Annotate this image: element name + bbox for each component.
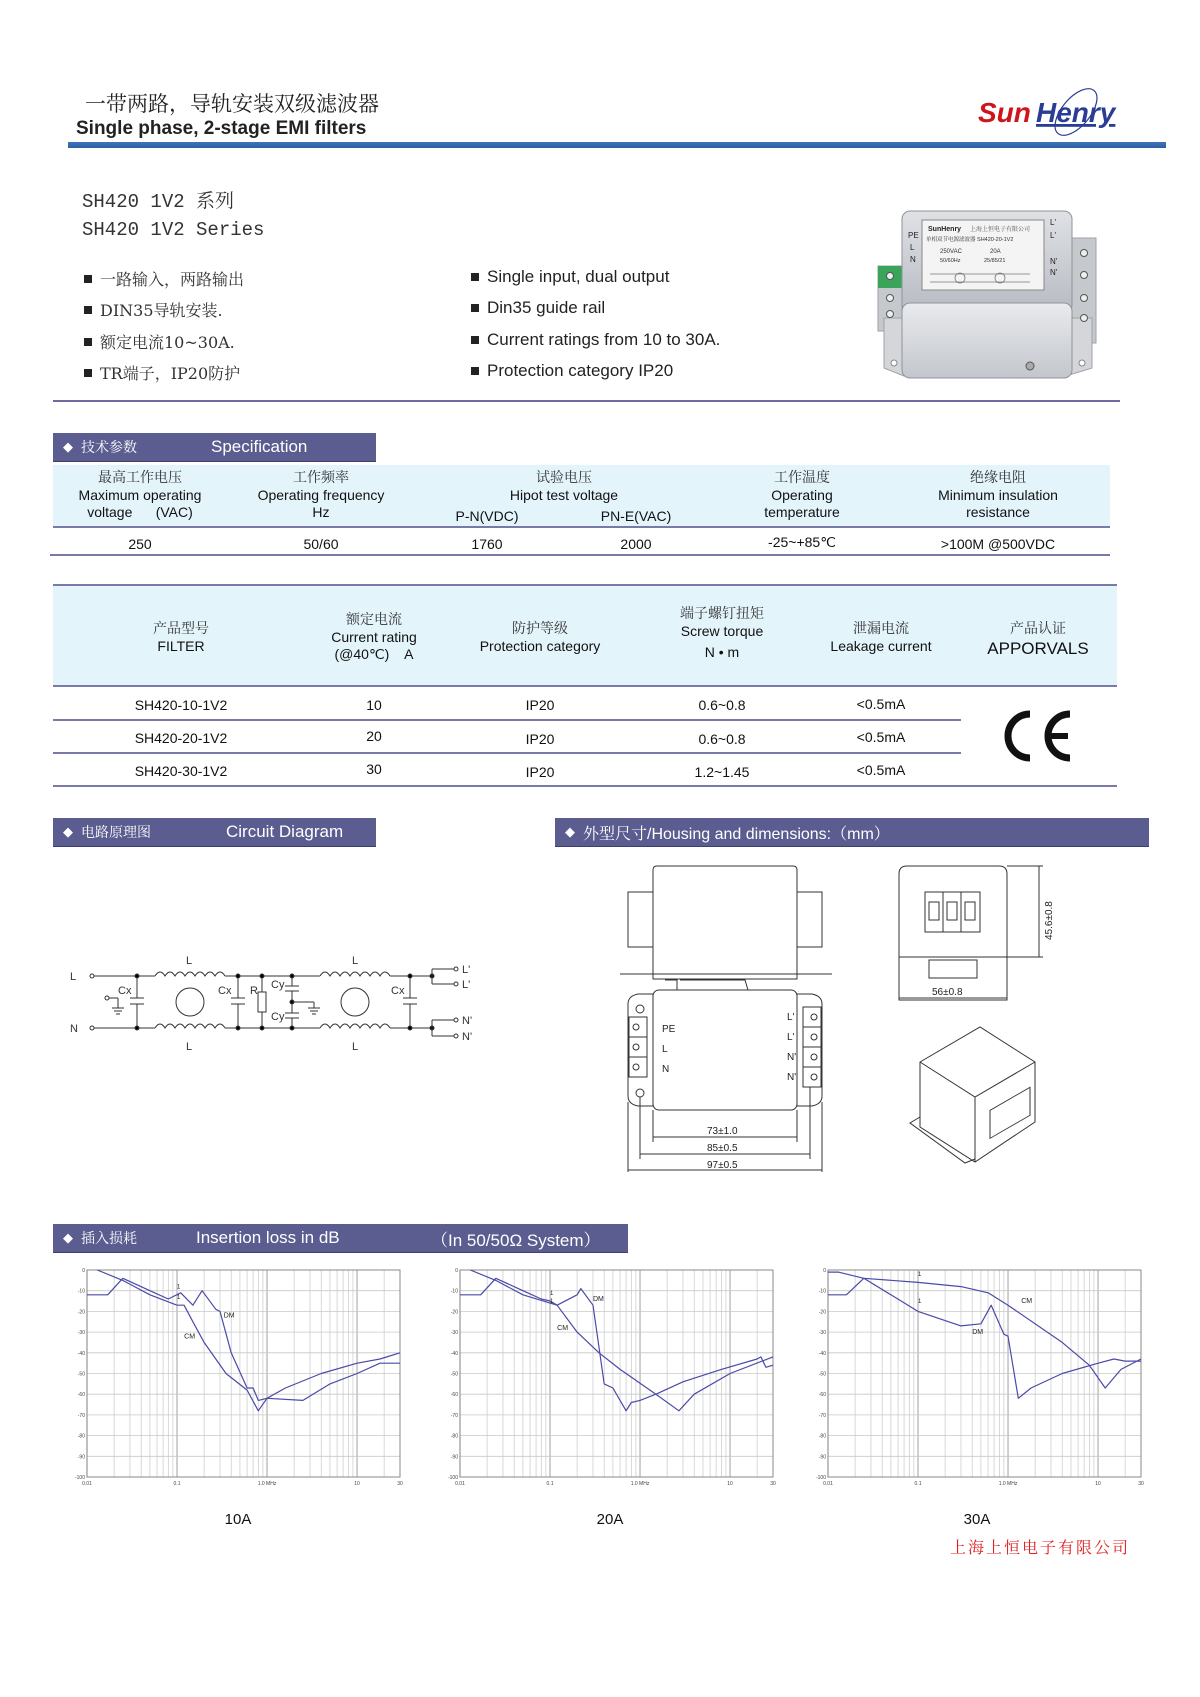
feature-en-2: Din35 guide rail [471, 298, 605, 318]
chart-annotation: CM [557, 1325, 569, 1333]
y-tick-label: -10 [77, 1288, 85, 1295]
y-tick-label: -70 [450, 1412, 458, 1419]
y-tick-label: -80 [77, 1433, 85, 1440]
housing-section-header [555, 818, 1149, 847]
spec-value-frequency: 50/60 [303, 536, 339, 552]
circuit-diagram [60, 950, 490, 1060]
product-col-filter: 产品型号 FILTER [153, 621, 209, 654]
y-tick-label: -50 [450, 1371, 458, 1378]
sunhenry-logo [976, 86, 1136, 138]
x-tick-label: 0.1 [173, 1481, 181, 1487]
chart-annotation: DM [972, 1329, 984, 1337]
product-header-line [53, 685, 1117, 687]
dim-45: 45.6±0.8 [1044, 901, 1055, 940]
chart-title-30a: 30A [963, 1511, 991, 1528]
y-tick-label: -70 [818, 1412, 826, 1419]
circuit-label-cy2: Cy [271, 1011, 285, 1023]
row2-torque: 0.6~0.8 [698, 731, 746, 747]
circuit-title-en: Circuit Diagram [226, 822, 344, 841]
feature-en-1: Single input, dual output [471, 267, 669, 287]
plan-term-l1: L' [787, 1012, 795, 1023]
y-tick-label: 0 [823, 1268, 826, 1274]
y-tick-label: -60 [818, 1392, 826, 1399]
chart-annotation: 1 [177, 1294, 181, 1301]
y-tick-label: -60 [450, 1392, 458, 1399]
row3-current: 30 [366, 761, 382, 777]
chart-annotation: 1 [918, 1272, 922, 1279]
dim-97: 97±0.5 [707, 1160, 738, 1171]
x-tick-label: 30 [770, 1481, 776, 1487]
insertion-chart-30a [811, 1262, 1156, 1494]
y-tick-label: 0 [82, 1268, 85, 1274]
circuit-label-nout2: N' [462, 1031, 473, 1043]
chart-annotation: CM [184, 1333, 196, 1341]
plan-term-l: L [662, 1044, 668, 1055]
y-tick-label: -90 [77, 1454, 85, 1461]
y-tick-label: -20 [77, 1309, 85, 1316]
row1-protection: IP20 [525, 697, 555, 713]
series-cm-line [97, 1270, 400, 1411]
spec-value-temperature: -25~+85℃ [768, 534, 836, 550]
x-tick-label: 0.01 [82, 1481, 92, 1487]
photo-voltage: 250VAC [940, 249, 962, 255]
diamond-icon: ◆ [63, 824, 73, 839]
row2-line [53, 752, 961, 754]
x-tick-label: 0.1 [914, 1481, 922, 1487]
chart-annotation: 1 [550, 1290, 554, 1297]
circuit-label-inductor-3: L [186, 1041, 193, 1053]
x-tick-label: 10 [354, 1481, 360, 1487]
spec-col-insulation: 绝缘电阻 Minimum insulation resistance [938, 470, 1058, 520]
circuit-label-inductor-4: L [352, 1041, 359, 1053]
circuit-label-cx2: Cx [218, 985, 232, 997]
logo-henry: Henry [1036, 97, 1116, 128]
y-tick-label: -100 [815, 1475, 826, 1481]
plan-term-n1: N' [787, 1052, 797, 1063]
circuit-label-lout1: L' [462, 964, 471, 976]
spec-col-temperature: 工作温度 Operating temperature [764, 470, 840, 520]
circuit-label-inductor-2: L [352, 955, 359, 967]
x-tick-label: 0.01 [823, 1481, 833, 1487]
insertion-title-system: （In 50/50Ω System） [431, 1230, 601, 1250]
circuit-label-nout1: N' [462, 1015, 473, 1027]
y-tick-label: -100 [74, 1475, 85, 1481]
photo-freq: 50/60Hz [940, 258, 961, 264]
x-tick-label: 30 [1138, 1481, 1144, 1487]
feature-cn-4: TR端子，IP20防护 [84, 361, 240, 384]
spec-value-insulation: >100M @500VDC [940, 536, 1056, 552]
y-tick-label: -20 [818, 1309, 826, 1316]
spec-section-header [53, 433, 376, 462]
plan-term-pe: PE [662, 1024, 676, 1035]
photo-term-l: L [910, 243, 915, 252]
dim-85: 85±0.5 [707, 1143, 738, 1154]
y-tick-label: -90 [450, 1454, 458, 1461]
spec-title-cn: 技术参数 [81, 440, 137, 456]
circuit-label-r: R [250, 985, 258, 997]
diamond-icon: ◆ [63, 439, 73, 454]
chart-annotation: DM [592, 1296, 604, 1304]
row1-leakage: <0.5mA [856, 696, 906, 712]
x-tick-label: 30 [397, 1481, 403, 1487]
spec-col-voltage: 最高工作电压 Maximum operating voltage (VAC) [78, 470, 202, 520]
x-tick-label: 10 [1095, 1481, 1101, 1487]
spec-col-hipot-pn: P-N(VDC) [455, 508, 519, 524]
row1-torque: 0.6~0.8 [698, 697, 746, 713]
row2-leakage: <0.5mA [856, 729, 906, 745]
dim-56: 56±0.8 [932, 987, 963, 998]
y-tick-label: -80 [450, 1433, 458, 1440]
series-cn: SH420 1V2 系列 [82, 191, 235, 213]
insertion-chart-20a [443, 1262, 788, 1494]
circuit-section-header [53, 818, 376, 847]
spec-value-pne: 2000 [620, 536, 652, 552]
housing-title: 外型尺寸/Housing and dimensions:（mm） [583, 825, 890, 843]
diamond-icon: ◆ [63, 1230, 73, 1245]
photo-term-n2: N' [1050, 268, 1058, 277]
row1-current: 10 [366, 697, 382, 713]
logo-sun: Sun [978, 97, 1031, 128]
product-table-bottom-line [53, 785, 1117, 787]
product-col-torque: 端子螺钉扭矩 Screw torque N • m [680, 606, 764, 660]
row1-filter: SH420-10-1V2 [134, 697, 228, 713]
header-rule [68, 142, 1166, 148]
row2-filter: SH420-20-1V2 [134, 730, 228, 746]
chart-title-10a: 10A [224, 1511, 252, 1528]
x-tick-label: 1.0 MHz [630, 1481, 650, 1487]
spec-bottom-line [50, 554, 1110, 556]
row3-torque: 1.2~1.45 [694, 764, 750, 780]
spec-value-voltage: 250 [128, 536, 152, 552]
photo-term-pe: PE [908, 231, 919, 240]
feature-cn-3: 额定电流10~30A. [84, 330, 235, 353]
y-tick-label: -40 [818, 1350, 826, 1357]
housing-front-view [620, 866, 832, 990]
y-tick-label: -90 [818, 1454, 826, 1461]
row1-line [53, 719, 961, 721]
photo-model: 单相双节电源滤波器 SH420-20-1V2 [926, 237, 1014, 243]
row3-filter: SH420-30-1V2 [134, 763, 228, 779]
feature-en-3: Current ratings from 10 to 30A. [471, 330, 720, 350]
y-tick-label: -50 [818, 1371, 826, 1378]
product-col-current: 额定电流 Current rating (@40℃) A [331, 612, 417, 662]
series-cm-line [470, 1270, 773, 1411]
footer-company: 上海上恒电子有限公司 [950, 1538, 1131, 1557]
circuit-label-n: N [70, 1023, 78, 1035]
y-tick-label: -60 [77, 1392, 85, 1399]
y-tick-label: -40 [77, 1350, 85, 1357]
photo-climate: 25/85/21 [984, 258, 1006, 264]
plan-term-n2: N' [787, 1072, 797, 1083]
y-tick-label: -20 [450, 1309, 458, 1316]
chart-annotation: CM [1021, 1298, 1033, 1306]
photo-term-n: N [910, 255, 916, 264]
product-col-leakage: 泄漏电流 Leakage current [830, 621, 932, 654]
chart-annotation: 1 [918, 1299, 922, 1306]
photo-current: 20A [990, 249, 1001, 255]
spec-value-pn: 1760 [471, 536, 503, 552]
row3-leakage: <0.5mA [856, 762, 906, 778]
circuit-label-cx1: Cx [118, 985, 132, 997]
photo-term-l1: L' [1050, 218, 1056, 227]
spec-col-hipot: 试验电压 Hipot test voltage [509, 470, 619, 503]
dim-73: 73±1.0 [707, 1126, 738, 1137]
chart-title-20a: 20A [596, 1511, 624, 1528]
chart-annotation: 1 [177, 1284, 181, 1291]
photo-term-l2: L' [1050, 231, 1056, 240]
page-title-cn: 一带两路，导轨安装双级滤波器 [85, 92, 379, 116]
y-tick-label: 0 [455, 1268, 458, 1274]
y-tick-label: -30 [818, 1330, 826, 1337]
spec-header-line [53, 526, 1110, 528]
insertion-chart-10a [70, 1262, 415, 1494]
ce-mark-icon [1000, 708, 1080, 764]
chart-annotation: DM [223, 1312, 235, 1320]
plan-term-n: N [662, 1064, 670, 1075]
circuit-label-lout2: L' [462, 979, 471, 991]
insertion-title-en: Insertion loss in dB [196, 1228, 340, 1247]
circuit-label-cy1: Cy [271, 979, 285, 991]
plan-term-l2: L' [787, 1032, 795, 1043]
row2-current: 20 [366, 728, 382, 744]
y-tick-label: -30 [77, 1330, 85, 1337]
photo-term-n1: N' [1050, 257, 1058, 266]
x-tick-label: 1.0 MHz [998, 1481, 1018, 1487]
feature-en-4: Protection category IP20 [471, 361, 673, 381]
housing-iso-view [910, 1027, 1035, 1163]
row3-protection: IP20 [525, 764, 555, 780]
y-tick-label: -50 [77, 1371, 85, 1378]
section-divider [53, 400, 1120, 402]
x-tick-label: 0.01 [455, 1481, 465, 1487]
product-photo [870, 208, 1105, 383]
y-tick-label: -30 [450, 1330, 458, 1337]
housing-plan-view [628, 990, 822, 1172]
diamond-icon: ◆ [565, 824, 575, 839]
row2-protection: IP20 [525, 731, 555, 747]
circuit-label-cx3: Cx [391, 985, 405, 997]
housing-side-view [899, 866, 1055, 1000]
y-tick-label: -40 [450, 1350, 458, 1357]
chart-annotation: 1 [550, 1299, 554, 1306]
feature-cn-1: 一路输入，两路输出 [84, 267, 244, 290]
photo-brand: SunHenry [928, 226, 962, 233]
spec-col-hipot-pne: PN-E(VAC) [600, 508, 672, 524]
x-tick-label: 1.0 MHz [257, 1481, 277, 1487]
y-tick-label: -70 [77, 1412, 85, 1419]
x-tick-label: 0.1 [546, 1481, 554, 1487]
ce-mark-text: CE [1000, 708, 1002, 709]
feature-cn-2: DIN35导轨安装. [84, 298, 223, 321]
y-tick-label: -100 [447, 1475, 458, 1481]
insertion-section-header [53, 1224, 628, 1253]
y-tick-label: -10 [450, 1288, 458, 1295]
y-tick-label: -10 [818, 1288, 826, 1295]
spec-title-en: Specification [211, 437, 308, 456]
product-col-approvals: 产品认证 APPORVALS [987, 621, 1089, 658]
housing-drawings [620, 862, 1080, 1172]
series-en: SH420 1V2 Series [82, 219, 265, 241]
photo-company: 上海上恒电子有限公司 [970, 227, 1031, 233]
insertion-title-cn: 插入损耗 [81, 1231, 137, 1247]
x-tick-label: 10 [727, 1481, 733, 1487]
spec-col-frequency: 工作频率 Operating frequency Hz [257, 470, 385, 520]
product-col-protection: 防护等级 Protection category [479, 621, 601, 654]
circuit-label-l: L [70, 971, 77, 983]
page-title-en: Single phase, 2-stage EMI filters [76, 118, 367, 139]
y-tick-label: -80 [818, 1433, 826, 1440]
circuit-label-inductor-1: L [186, 955, 193, 967]
circuit-title-cn: 电路原理图 [81, 825, 151, 841]
